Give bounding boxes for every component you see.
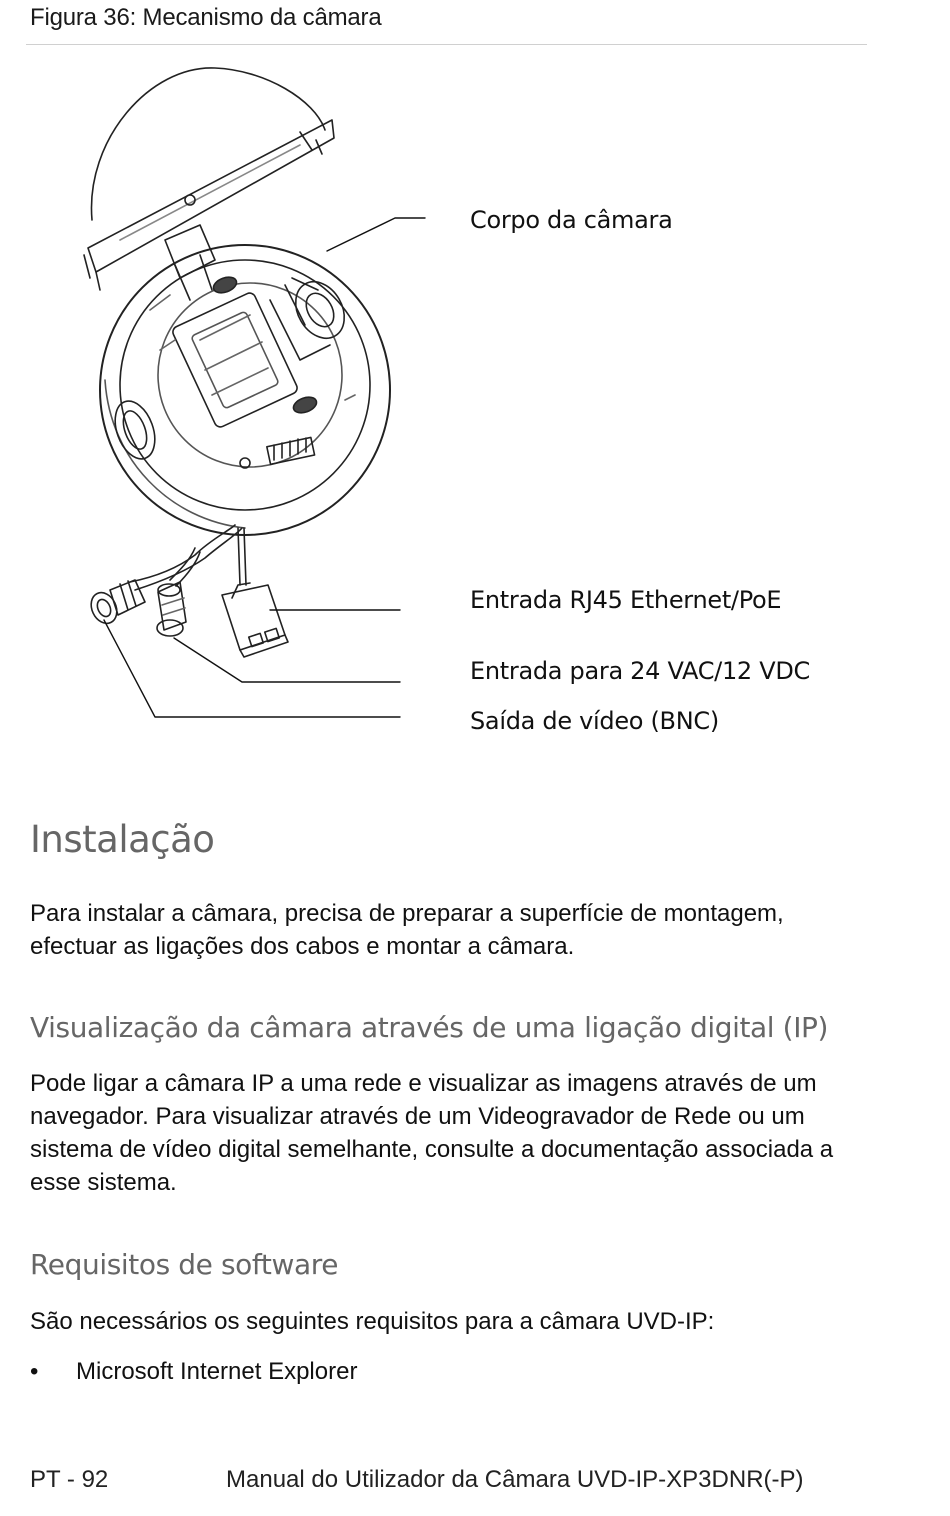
dome-cover xyxy=(84,68,334,290)
camera-body xyxy=(100,245,390,535)
camera-mechanism-figure xyxy=(0,50,950,770)
page-number: PT - 92 xyxy=(30,1466,109,1493)
ip-viewing-paragraph: Pode ligar a câmara IP a uma rede e visualizar as imagens através de um navegador. Para visualizar através de um Videogravador de Rede ou um sistema de vídeo digital semelhante, consulte a documentação associada a esse sistema. xyxy=(30,1070,834,1196)
callout-power-input: Entrada para 24 VAC/12 VDC xyxy=(470,657,810,685)
power-connector xyxy=(157,582,186,636)
callout-video-output: Saída de vídeo (BNC) xyxy=(470,707,719,735)
bnc-connector xyxy=(86,580,145,628)
footer-title: Manual do Utilizador da Câmara UVD-IP-XP3DNR(-P) xyxy=(226,1466,804,1493)
lens-assembly xyxy=(270,273,354,360)
installation-paragraph: Para instalar a câmara, precisa de preparar a superfície de montagem, efectuar as ligações dos cabos e montar a câmara. xyxy=(30,900,784,960)
callout-rj45-input: Entrada RJ45 Ethernet/PoE xyxy=(470,586,782,614)
software-requirements-heading: Requisitos de software xyxy=(30,1248,339,1281)
callout-camera-body: Corpo da câmara xyxy=(470,206,673,234)
caption-divider xyxy=(26,44,867,45)
bullet-icon: • xyxy=(30,1358,39,1385)
software-requirements-intro: São necessários os seguintes requisitos para a câmara UVD-IP: xyxy=(30,1308,715,1335)
rj45-connector xyxy=(222,583,288,657)
ip-viewing-heading: Visualização da câmara através de uma ligação digital (IP) xyxy=(30,1011,829,1044)
figure-caption: Figura 36: Mecanismo da câmara xyxy=(30,4,382,31)
list-item-text: Microsoft Internet Explorer xyxy=(76,1358,358,1385)
installation-heading: Instalação xyxy=(30,818,215,861)
